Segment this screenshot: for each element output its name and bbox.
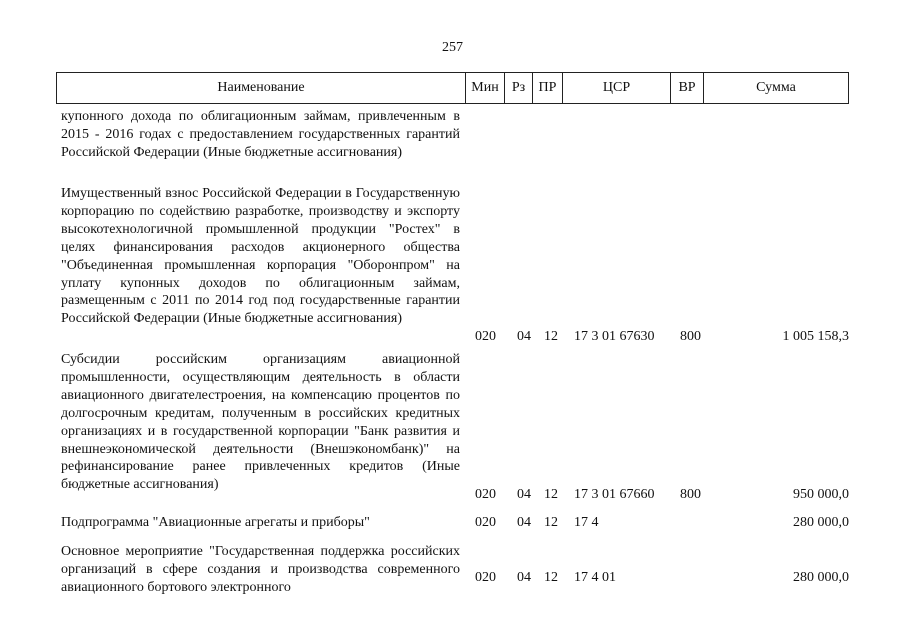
row-rz: 04 (517, 329, 531, 344)
row-min: 020 (475, 329, 496, 344)
page-number: 257 (442, 40, 463, 55)
header-sum: Сумма (756, 80, 796, 95)
row-csr: 17 3 01 67630 (574, 329, 655, 344)
header-min: Мин (466, 73, 505, 103)
table-header (56, 72, 849, 104)
row-sum: 280 000,0 (793, 515, 849, 530)
header-csr: ЦСР (563, 73, 671, 103)
row-pr: 12 (544, 570, 558, 585)
row-rz: 04 (517, 570, 531, 585)
row-sum: 950 000,0 (793, 487, 849, 502)
row-min: 020 (475, 487, 496, 502)
row-text: Подпрограмма "Авиационные агрегаты и приборы" (61, 515, 370, 530)
row-rz: 04 (517, 515, 531, 530)
row-text: Имущественный взнос Российской Федерации в Государственную корпорацию по содействию разработке, производству и экспорту высокотехнологичной промышленной продукции "Ростех" в целях финансирования расходов акционерного общества "Объединенная промышленная корпорация "Оборонпром" на уплату купонных доходов по облигационным займам, размещенным с 2011 по 2014 год под государственные гарантии Российской Федерации (Иные бюджетные ассигнования) (61, 186, 460, 327)
row-pr: 12 (544, 515, 558, 530)
row-sum: 280 000,0 (793, 570, 849, 585)
header-rz: Рз (505, 73, 533, 103)
row-csr: 17 3 01 67660 (574, 487, 655, 502)
table-row (61, 514, 849, 532)
table-row (61, 108, 849, 180)
row-min: 020 (475, 570, 496, 585)
row-text: Основное мероприятие "Государственная поддержка российских организаций в сфере создания и производства современного авиационного бортового электронного (61, 544, 460, 595)
row-values (470, 328, 849, 346)
row-text: купонного дохода по облигационным займам, привлеченным в 2015 - 2016 годах с предоставлением государственных гарантий Российской Федерации (Иные бюджетные ассигнования) (61, 109, 460, 160)
table-row (61, 351, 849, 504)
row-values (470, 569, 849, 587)
table-row (61, 543, 849, 597)
row-vr: 800 (680, 329, 701, 344)
row-pr: 12 (544, 329, 558, 344)
row-csr: 17 4 01 (574, 570, 616, 585)
row-rz: 04 (517, 487, 531, 502)
row-pr: 12 (544, 487, 558, 502)
row-sum: 1 005 158,3 (782, 329, 849, 344)
header-vr: ВР (671, 73, 704, 103)
header-name: Наименование (57, 73, 466, 103)
row-text: Субсидии российским организациям авиационной промышленности, осуществляющим деятельность в области авиационного двигателестроения, на компенсацию процентов по долгосрочным кредитам, полученным в российских кредитных организациях и в государственной корпорации "Банк развития и внешнеэкономической деятельности (Внешэкономбанк)" на рефинансирование ранее привлеченных кредитов (Иные бюджетные ассигнования) (61, 352, 460, 493)
row-vr: 800 (680, 487, 701, 502)
header-pr: ПР (533, 73, 563, 103)
row-min: 020 (475, 515, 496, 530)
row-csr: 17 4 (574, 515, 599, 530)
table-row (61, 185, 849, 346)
row-values (470, 514, 849, 532)
row-values (470, 486, 849, 504)
